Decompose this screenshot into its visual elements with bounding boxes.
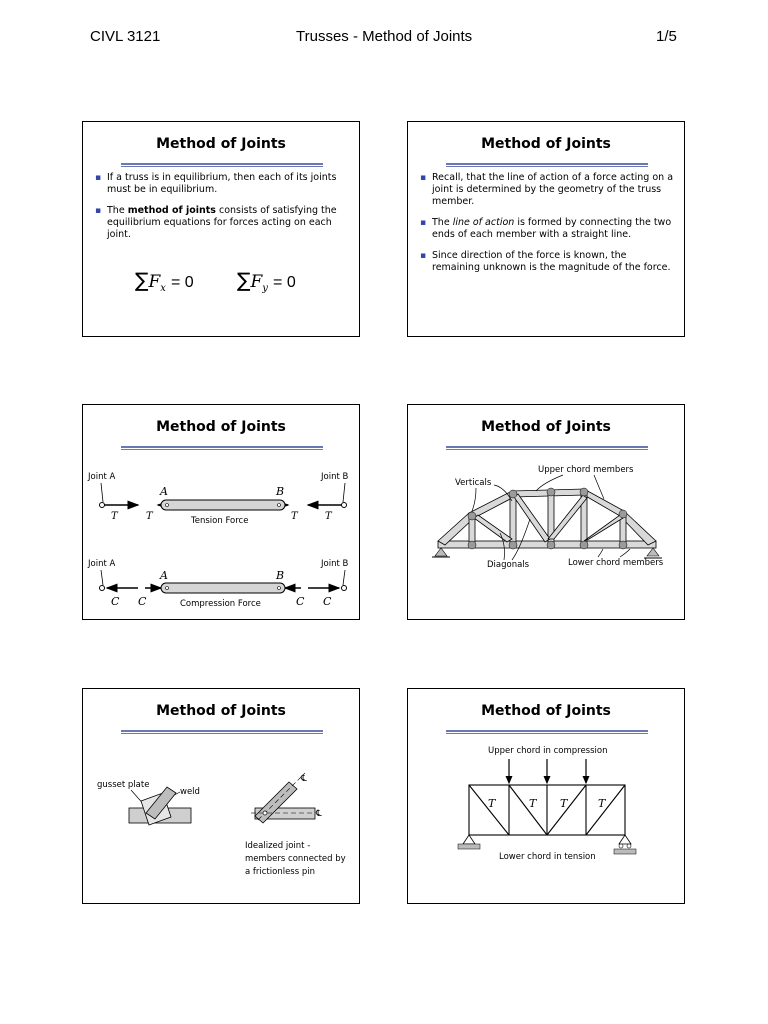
slide-title: Method of Joints <box>156 419 286 435</box>
tension-compression-diagram <box>83 405 359 619</box>
label-b: B <box>276 569 285 582</box>
bullet-item: ▪ The line of action is formed by connecting the two ends of each member with a straight line. <box>420 217 674 241</box>
slide-4 <box>407 404 685 620</box>
tension-symbol: T <box>560 797 568 810</box>
support-left <box>463 835 475 844</box>
joint-b-label: Joint B <box>321 559 349 569</box>
bullet-item: ▪ If a truss is in equilibrium, then each of its joints must be in equilibrium. <box>95 172 349 196</box>
header-page: 1/5 <box>656 28 677 45</box>
equation-fy: $\sum F_y = 0$ <box>237 268 296 295</box>
tension-symbol: T <box>488 797 496 810</box>
support-right <box>619 835 631 844</box>
slide-title: Method of Joints <box>481 136 611 152</box>
force-label: C <box>111 595 120 608</box>
header-title: Trusses - Method of Joints <box>296 28 473 45</box>
header-course: CIVL 3121 <box>90 28 161 45</box>
gusset-joint-diagram <box>83 689 359 903</box>
tension-symbol: T <box>598 797 606 810</box>
label-b: B <box>276 485 285 498</box>
support-right <box>647 548 659 556</box>
idealized-label-1: Idealized joint - <box>245 841 311 851</box>
force-label: C <box>296 595 305 608</box>
force-label: T <box>111 511 118 522</box>
force-label: C <box>323 595 332 608</box>
compression-label: Compression Force <box>180 599 261 609</box>
joint-a-node <box>100 586 105 591</box>
bullet-item: ▪ Since direction of the force is known, the remaining unknown is the magnitude of the force. <box>420 250 674 274</box>
upper-chord-label: Upper chord members <box>538 465 634 475</box>
joint-b-node <box>342 586 347 591</box>
slide-6 <box>407 688 685 904</box>
joint-b-node <box>342 503 347 508</box>
bullet-item: ▪ The method of joints consists of satisfying the equilibrium equations for forces acting on each joint. <box>95 205 349 241</box>
bridge-truss-diagram <box>408 405 684 619</box>
member-bar <box>161 583 285 593</box>
bullet-list <box>420 172 674 283</box>
centerline-label: ℄ <box>301 774 307 784</box>
gusset-plate-label: gusset plate <box>97 780 150 790</box>
force-label: T <box>291 511 298 522</box>
upper-chord-label: Upper chord in compression <box>488 746 608 756</box>
member-bar <box>161 500 285 510</box>
label-a: A <box>160 485 168 498</box>
title-rule <box>121 163 323 167</box>
force-label: C <box>138 595 147 608</box>
idealized-label-2: members connected by <box>245 854 346 864</box>
slide-5 <box>82 688 360 904</box>
force-label: T <box>325 511 332 522</box>
slide-title: Method of Joints <box>156 136 286 152</box>
bullet-item: ▪ Recall, that the line of action of a force acting on a joint is determined by the geometry of the truss member. <box>420 172 674 208</box>
joint-a-node <box>100 503 105 508</box>
centerline-label: ℄ <box>316 809 322 819</box>
title-rule <box>446 163 648 167</box>
slide-2 <box>407 121 685 337</box>
diagonals-label: Diagonals <box>487 560 530 570</box>
equation-fx: $\sum F_x = 0$ <box>135 268 194 295</box>
weld-label: weld <box>180 787 200 797</box>
lower-chord-label: Lower chord in tension <box>499 852 596 862</box>
slide-title: Method of Joints <box>481 419 611 435</box>
pratt-truss-diagram <box>408 689 684 903</box>
slide-title: Method of Joints <box>481 703 611 719</box>
tension-label: Tension Force <box>191 516 249 526</box>
verticals-label: Verticals <box>455 478 492 488</box>
lower-chord-label: Lower chord members <box>568 558 664 568</box>
pin <box>263 811 267 815</box>
tension-symbol: T <box>529 797 537 810</box>
support-left <box>435 548 447 556</box>
label-a: A <box>160 569 168 582</box>
force-label: T <box>146 511 153 522</box>
slide-1 <box>82 121 360 337</box>
slide-title: Method of Joints <box>156 703 286 719</box>
idealized-label-3: a frictionless pin <box>245 867 316 877</box>
slide-3 <box>82 404 360 620</box>
bullet-list <box>95 172 349 250</box>
joint-a-label: Joint A <box>88 472 116 482</box>
joint-b-label: Joint B <box>321 472 349 482</box>
joint-a-label: Joint A <box>88 559 116 569</box>
